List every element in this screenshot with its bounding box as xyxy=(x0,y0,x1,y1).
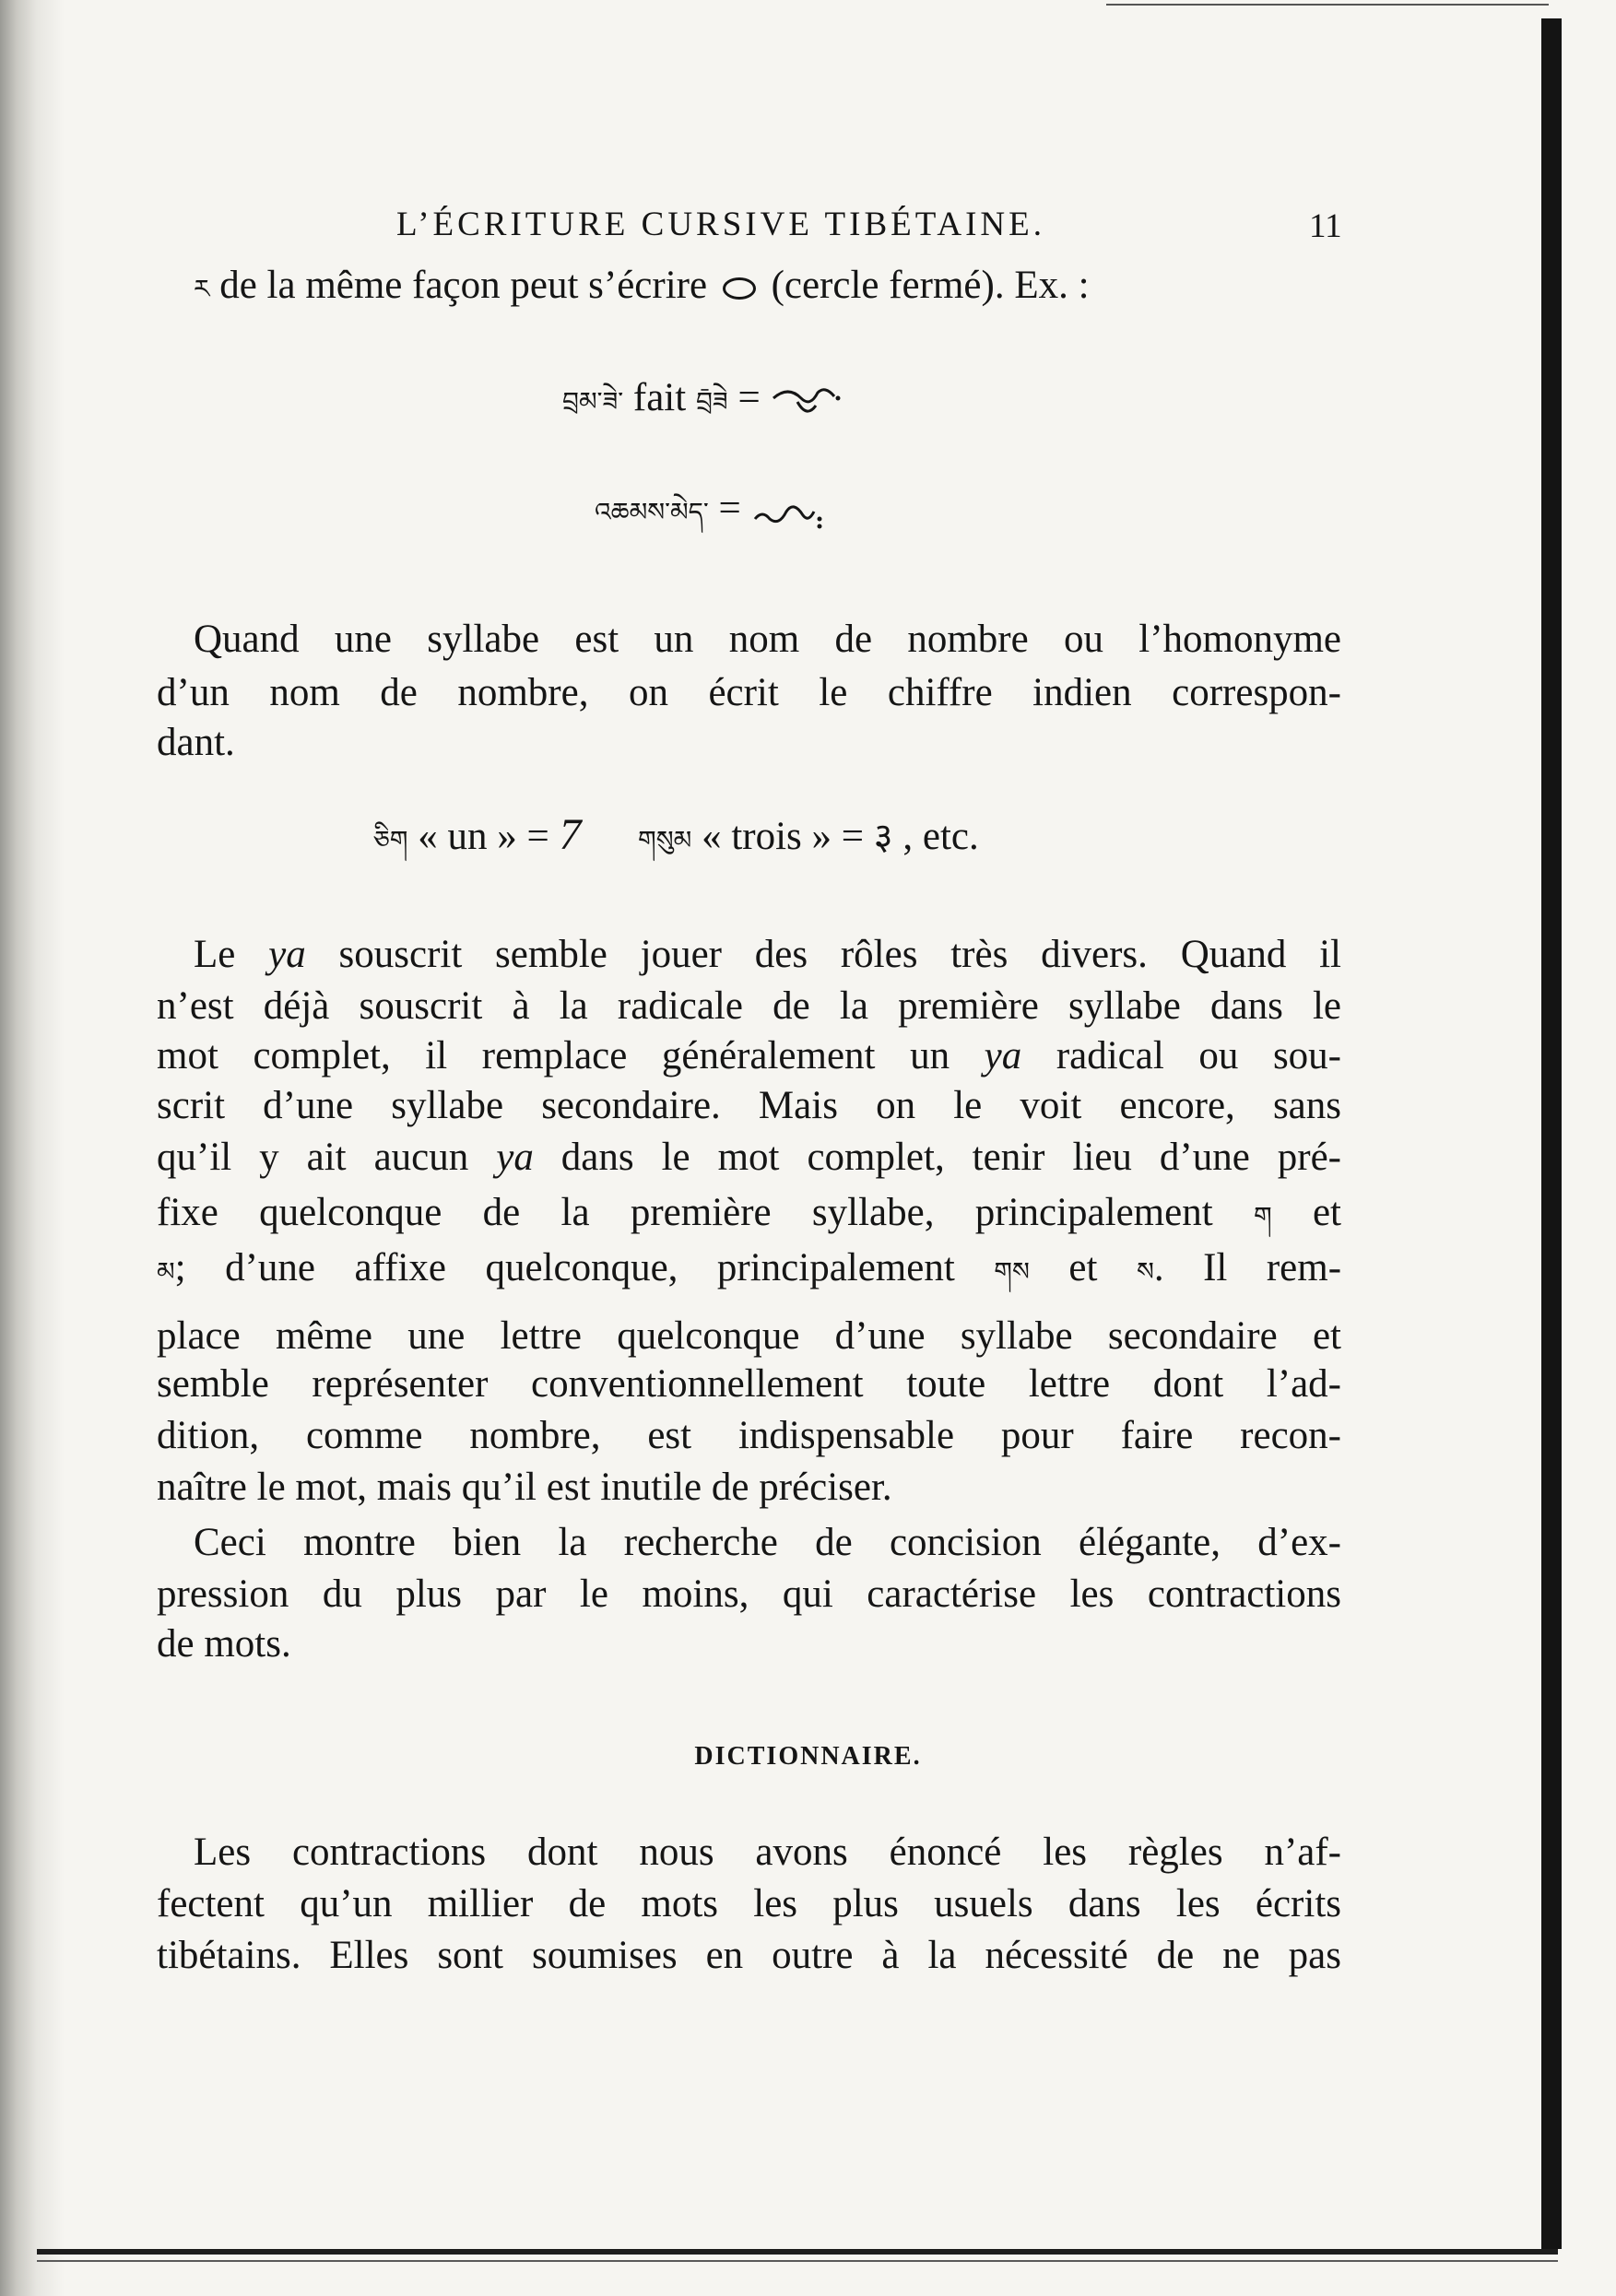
text-segment: Le xyxy=(194,933,236,976)
paragraph-numbers-line-3: dant. xyxy=(157,721,235,764)
example-fait: fait xyxy=(632,376,687,419)
paragraph-ya-line-10: dition, comme nombre, est indispensable pour faire recon- xyxy=(157,1414,1341,1457)
paragraph-dictionary-line-1: Les contractions dont nous avons énoncé les règles n’af- xyxy=(194,1831,1341,1874)
example-row-2 xyxy=(595,485,825,536)
paragraph-ya-line-3 xyxy=(157,1032,1341,1080)
italic-ya: ya xyxy=(984,1034,1022,1077)
text-segment: radical ou sou- xyxy=(1056,1034,1341,1077)
paragraph-ya-line-8: place même une lettre quelconque d’une syllabe secondaire et xyxy=(157,1314,1341,1358)
paragraph-numbers-line-1: Quand une syllabe est un nom de nombre ou l’homonyme xyxy=(194,618,1341,661)
section-title-dictionnaire: DICTIONNAIRE. xyxy=(694,1742,922,1771)
indian-digit-one: 7 xyxy=(559,810,582,859)
text-segment: et xyxy=(1312,1191,1342,1234)
indian-digit-three: ३ xyxy=(873,816,893,858)
tibetan-word-achams-med: འཆམས་མེད་ xyxy=(595,497,709,527)
text-segment: fixe quelconque de la première syllabe, principalement xyxy=(157,1191,1213,1234)
page-right-edge-bar xyxy=(1541,18,1562,2249)
text-segment: et xyxy=(1068,1246,1098,1289)
italic-ya: ya xyxy=(496,1136,534,1179)
text-segment: qu’il y ait aucun xyxy=(157,1136,469,1179)
page-bottom-rule xyxy=(37,2249,1558,2255)
page-bottom-rule-thin xyxy=(37,2260,1558,2262)
tibetan-word-gcig: ཅིག xyxy=(373,825,408,855)
example-row-numbers xyxy=(373,811,979,865)
paragraph-concision-line-2: pression du plus par le moins, qui caractérise les contractions xyxy=(157,1572,1341,1616)
tibetan-letter-ra: ར xyxy=(194,274,210,304)
tibetan-letters-gas: གས xyxy=(994,1256,1030,1287)
example-row-1 xyxy=(562,374,843,426)
cursive-form-glyph-2 xyxy=(751,491,825,532)
closed-circle-icon xyxy=(723,277,756,300)
cursive-form-glyph xyxy=(770,378,843,424)
tibetan-word-gsum: གསུམ xyxy=(638,825,692,855)
text-segment: . Il rem- xyxy=(1153,1246,1342,1289)
tibetan-letter-sa: ས xyxy=(1136,1256,1154,1287)
running-head: L’ÉCRITURE CURSIVE TIBÉTAINE. xyxy=(396,206,1045,243)
paragraph-ya-line-11: naître le mot, mais qu’il est inutile de préciser. xyxy=(157,1466,892,1509)
intro-text-a: de la même façon peut s’écrire xyxy=(219,264,708,307)
paragraph-ya-line-6 xyxy=(157,1189,1341,1241)
etc-text: , etc. xyxy=(902,815,979,858)
paragraph-ya-line-5 xyxy=(157,1134,1341,1182)
equals-sign-3: = xyxy=(526,815,549,858)
page-number: 11 xyxy=(1309,207,1342,245)
equals-sign: = xyxy=(737,376,761,419)
tibetan-stacked-contraction: བྲ̄ཟེ xyxy=(695,386,728,417)
paragraph-ya-line-7 xyxy=(157,1244,1341,1296)
paragraph-dictionary-line-3: tibétains. Elles sont soumises en outre à la nécessité de ne pas xyxy=(157,1934,1341,1977)
equals-sign-2: = xyxy=(718,487,741,530)
paragraph-numbers-line-2: d’un nom de nombre, on écrit le chiffre indien correspon- xyxy=(157,671,1341,714)
text-segment: ; d’une affixe quelconque, principalement xyxy=(174,1246,955,1289)
intro-text-b: (cercle fermé). Ex. : xyxy=(771,264,1090,307)
italic-ya: ya xyxy=(268,933,306,976)
intro-line xyxy=(194,262,1090,313)
tibetan-letter-ma: མ xyxy=(157,1256,175,1287)
paragraph-ya-line-1 xyxy=(194,931,1341,979)
text-segment: souscrit semble jouer des rôles très divers. Quand il xyxy=(338,933,1342,976)
paragraph-ya-line-2: n’est déjà souscrit à la radicale de la première syllabe dans le xyxy=(157,984,1341,1028)
paragraph-ya-line-9: semble représenter conventionnellement toute lettre dont l’ad- xyxy=(157,1362,1341,1406)
text-segment: mot complet, il remplace généralement un xyxy=(157,1034,950,1077)
tibetan-word-bramze: བྲམ་ཟེ་ xyxy=(562,386,624,417)
paragraph-concision-line-1: Ceci montre bien la recherche de concision élégante, d’ex- xyxy=(194,1521,1341,1564)
paragraph-ya-line-4: scrit d’une syllabe secondaire. Mais on le voit encore, sans xyxy=(157,1084,1341,1127)
gloss-trois: « trois » xyxy=(702,815,832,858)
text-segment: dans le mot complet, tenir lieu d’une pré- xyxy=(560,1136,1341,1179)
paragraph-concision-line-3: de mots. xyxy=(157,1622,291,1666)
tibetan-letter-ga: ག xyxy=(1253,1201,1272,1231)
gloss-un: « un » xyxy=(418,815,517,858)
paragraph-dictionary-line-2: fectent qu’un millier de mots les plus usuels dans les écrits xyxy=(157,1882,1341,1925)
equals-sign-4: = xyxy=(841,815,865,858)
page-left-edge-shadow xyxy=(0,0,65,2296)
page-top-rule xyxy=(1106,4,1549,6)
